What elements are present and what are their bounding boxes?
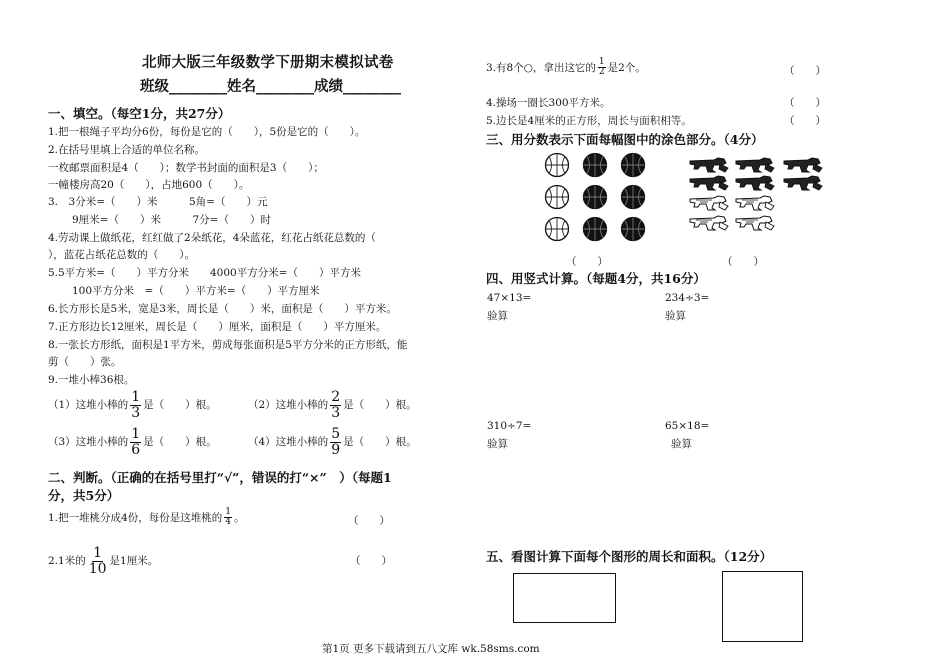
square-figure: [722, 571, 803, 642]
check-label-1: 验算: [487, 310, 508, 322]
section2-heading-line2: 分，共5分）: [48, 488, 120, 503]
section3-answer-right: （ ）: [722, 256, 764, 268]
judge-q3: 3.有8个○，拿出这它的 $\frac{1}{2}$ 是2个。: [486, 57, 646, 78]
unshaded-gun-icon: [688, 194, 730, 212]
q9-part3: （3）这堆小棒的 $\frac{1}{6}$ 是（ ）根。: [48, 426, 217, 458]
shaded-gun-icon: [782, 174, 824, 192]
shaded-ball-icon: [620, 216, 646, 242]
unshaded-gun-icon: [734, 214, 776, 232]
unshaded-ball-icon: [544, 184, 570, 210]
shaded-gun-icon: [782, 156, 824, 174]
shaded-gun-icon: [734, 156, 776, 174]
section1-heading: 一、填空。（每空1分，共27分）: [48, 106, 231, 121]
judge-q1: 1.把一堆桃分成4份，每份是这堆桃的 $\frac{1}{4}$ 。: [48, 507, 245, 528]
shaded-ball-icon: [620, 184, 646, 210]
page-footer: 第1页 更多下载请到五八文库 wk.58sms.com: [322, 643, 540, 655]
shaded-gun-icon: [688, 156, 730, 174]
judge-q4: 4.操场一圈长300平方米。: [486, 97, 611, 109]
s1-line-1: 1.把一根绳子平均分6份，每份是它的（ ），5份是它的（ ）。: [48, 126, 366, 138]
q9-part4: （4）这堆小棒的 $\frac{5}{9}$ 是（ ）根。: [248, 426, 417, 458]
student-info-line: 班级________姓名________成绩________: [140, 78, 401, 95]
unshaded-ball-icon: [544, 152, 570, 178]
judge-q2-bracket: （ ）: [350, 555, 392, 567]
check-label-2: 验算: [665, 310, 686, 322]
calc-65x18: 65×18=: [665, 420, 710, 432]
s1-line-15: 9.一堆小棒36根。: [48, 374, 135, 386]
shaded-ball-icon: [620, 152, 646, 178]
s1-line-9: 5.5平方米=（ ）平方分米 4000平方分米=（ ）平方米: [48, 267, 362, 279]
unshaded-ball-icon: [544, 216, 570, 242]
judge-q5: 5.边长是4厘米的正方形，周长与面积相等。: [486, 115, 692, 127]
shaded-gun-icon: [688, 174, 730, 192]
s1-line-12: 7.正方形边长12厘米，周长是（ ）厘米，面积是（ ）平方厘米。: [48, 321, 387, 333]
shaded-ball-icon: [582, 216, 608, 242]
s1-line-13: 8.一张长方形纸，面积是1平方米，剪成每张面积是5平方分米的正方形纸，能: [48, 339, 408, 351]
judge-q4-bracket: （ ）: [784, 97, 826, 109]
s1-line-5: 3. 3分米=（ ）米 5角=（ ）元: [48, 196, 268, 208]
judge-q1-bracket: （ ）: [348, 515, 390, 527]
section4-heading: 四、用竖式计算。（每题4分，共16分）: [486, 271, 706, 286]
q9-part1: （1）这堆小棒的 $\frac{1}{3}$ 是（ ）根。: [48, 389, 217, 421]
shaded-ball-icon: [582, 152, 608, 178]
section3-heading: 三、用分数表示下面每幅图中的涂色部分。（4分）: [486, 132, 764, 147]
calc-234div3: 234÷3=: [665, 292, 710, 304]
s1-line-6: 9厘米=（ ）米 7分=（ ）时: [72, 214, 271, 226]
unshaded-gun-icon: [688, 214, 730, 232]
unshaded-gun-icon: [734, 194, 776, 212]
s1-line-7: 4.劳动课上做纸花，红红做了2朵纸花，4朵蓝花，红花占纸花总数的（: [48, 232, 387, 244]
q9-part2: （2）这堆小棒的 $\frac{2}{3}$ 是（ ）根。: [248, 389, 417, 421]
rectangle-figure: [513, 573, 616, 623]
shaded-gun-icon: [734, 174, 776, 192]
judge-q5-bracket: （ ）: [784, 115, 826, 127]
s1-line-3: 一枚邮票面积是4（ ）；数学书封面的面积是3（ ）；: [48, 162, 324, 174]
calc-310div7: 310÷7=: [487, 420, 532, 432]
s1-line-11: 6.长方形长是5米，宽是3米，周长是（ ）米，面积是（ ）平方米。: [48, 303, 397, 315]
judge-q2: 2.1米的 $\frac{1}{10}$ 是1厘米。: [48, 545, 159, 577]
section3-answer-left: （ ）: [566, 256, 608, 268]
s1-line-4: 一幢楼房高20（ ），占地600（ ）。: [48, 179, 250, 191]
s1-line-10: 100平方分米 =（ ）平方米=（ ）平方厘米: [72, 285, 320, 297]
shaded-ball-icon: [582, 184, 608, 210]
check-label-3: 验算: [487, 438, 508, 450]
paper-title: 北师大版三年级数学下册期末模拟试卷: [142, 54, 394, 71]
section2-heading-line1: 二、判断。（正确的在括号里打“√”，错误的打“×” ）（每题1: [48, 470, 392, 485]
section5-heading: 五、看图计算下面每个图形的周长和面积。（12分）: [486, 549, 773, 564]
s1-line-14: 剪（ ）张。: [48, 356, 122, 368]
calc-47x13: 47×13=: [487, 292, 532, 304]
s1-line-2: 2.在括号里填上合适的单位名称。: [48, 144, 206, 156]
check-label-4: 验算: [671, 438, 692, 450]
s1-line-8: ），蓝花占纸花总数的（ ）。: [48, 249, 195, 261]
judge-q3-bracket: （ ）: [784, 65, 826, 77]
